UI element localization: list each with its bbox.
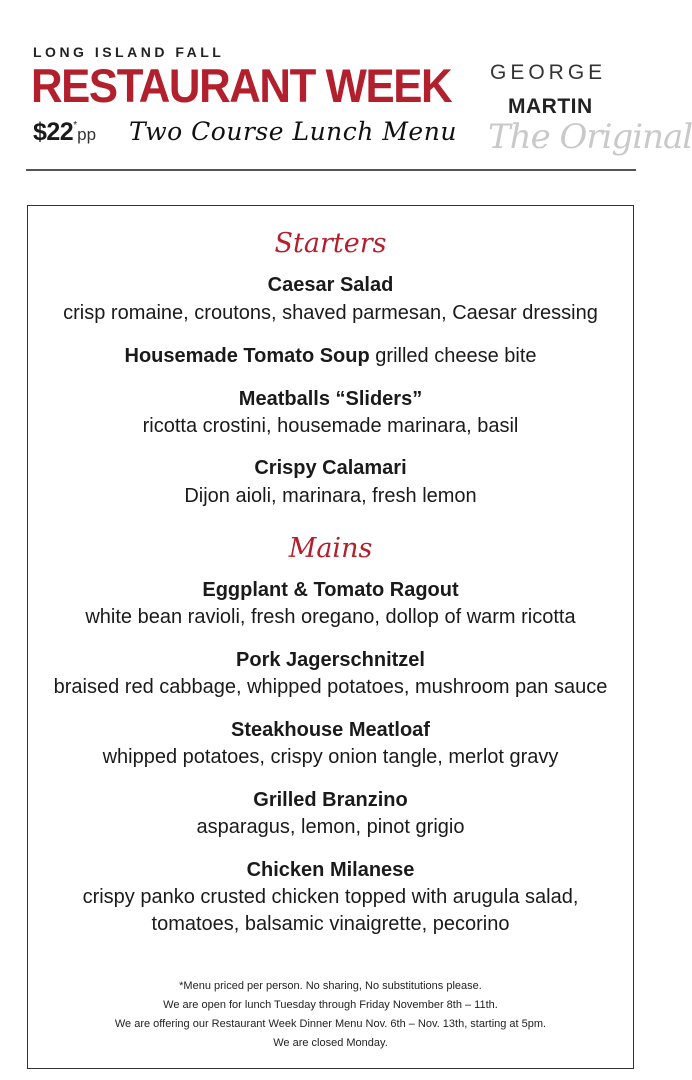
main-description: braised red cabbage, whipped potatoes, mushroom pan sauce	[53, 676, 608, 698]
menu-box	[27, 205, 634, 1069]
main-name: Eggplant & Tomato Ragout	[202, 579, 459, 601]
footer-note: *Menu priced per person. No sharing, No substitutions please.	[179, 980, 482, 992]
starter-description: Dijon aioli, marinara, fresh lemon	[184, 485, 477, 507]
main-description: crispy panko crusted chicken topped with arugula salad,	[82, 886, 579, 908]
main-name: Steakhouse Meatloaf	[231, 719, 430, 741]
starter-name-inline	[28, 345, 633, 368]
footer-note: We are offering our Restaurant Week Dinner Menu Nov. 6th – Nov. 13th, starting at 5pm.	[114, 1018, 547, 1030]
starter-description: grilled cheese bite	[375, 345, 537, 367]
logo-martin-text: MARTIN	[508, 95, 593, 118]
starters-heading: Starters	[274, 228, 387, 259]
footer-note: We are closed Monday.	[273, 1037, 388, 1049]
main-name: Chicken Milanese	[246, 859, 415, 881]
logo-original-text: The Original	[488, 117, 692, 157]
main-name: Grilled Branzino	[253, 789, 408, 811]
starter-description: crisp romaine, croutons, shaved parmesan, Caesar dressing	[63, 302, 598, 324]
main-description: white bean ravioli, fresh oregano, dollop of warm ricotta	[85, 606, 576, 628]
menu-header	[0, 0, 692, 172]
starter-name: Crispy Calamari	[254, 457, 407, 479]
logo-george-text: GEORGE	[490, 61, 607, 84]
price-amount: $22	[33, 118, 74, 146]
main-name: Pork Jagerschnitzel	[236, 649, 425, 671]
starter-name: Housemade Tomato Soup	[124, 345, 370, 367]
starter-name: Caesar Salad	[267, 274, 394, 296]
price-unit: pp	[77, 125, 97, 144]
event-kicker: LONG ISLAND FALL	[33, 44, 225, 60]
menu-footer-notes	[28, 977, 633, 1053]
event-title: RESTAURANT WEEK	[31, 59, 452, 112]
price-row	[33, 118, 96, 147]
header-divider	[26, 169, 636, 171]
footer-note: We are open for lunch Tuesday through Friday November 8th – 11th.	[163, 999, 498, 1011]
menu-subtitle: Two Course Lunch Menu	[129, 117, 457, 146]
george-martin-logo	[484, 55, 692, 165]
starter-name: Meatballs “Sliders”	[238, 388, 423, 410]
main-description: tomatoes, balsamic vinaigrette, pecorino	[151, 913, 510, 935]
main-description: whipped potatoes, crispy onion tangle, merlot gravy	[102, 746, 559, 768]
mains-heading: Mains	[288, 533, 373, 564]
starter-description: ricotta crostini, housemade marinara, basil	[142, 415, 519, 437]
price-footnote-mark: *	[73, 120, 78, 131]
main-description: asparagus, lemon, pinot grigio	[196, 816, 465, 838]
